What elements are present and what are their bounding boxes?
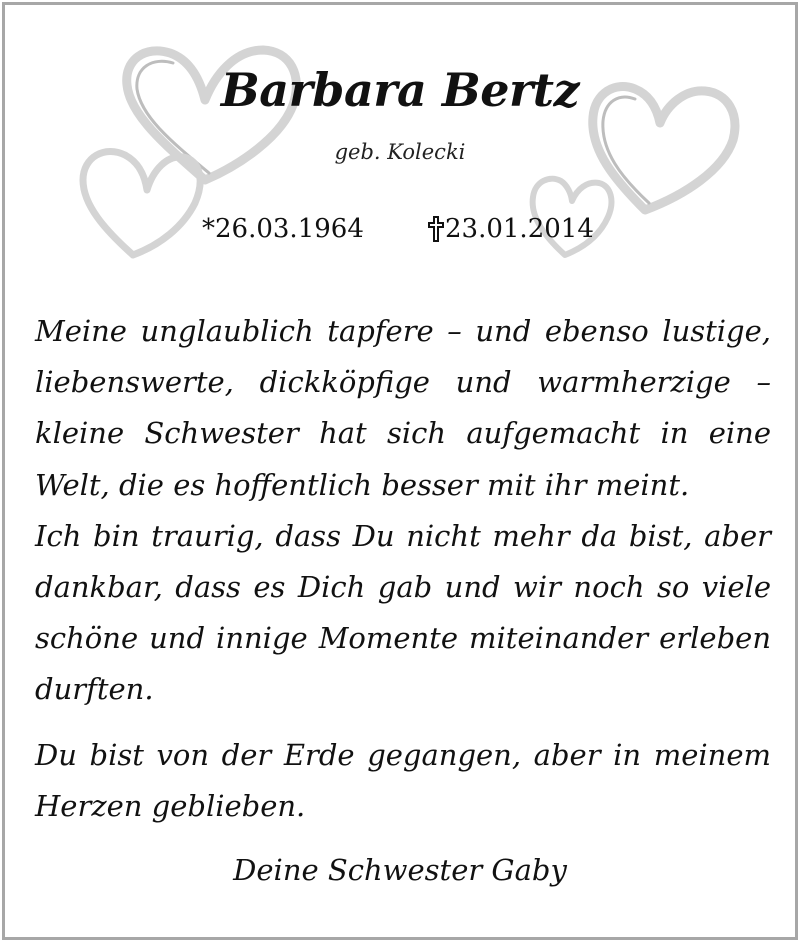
- birth-date: *26.03.1964: [202, 214, 364, 244]
- paragraph-2: Ich bin traurig, dass Du nicht mehr da bist, aber dankbar, dass es Dich gab und wir noch so viele schöne und innige Momente miteinander erleben durften.: [35, 518, 771, 707]
- maiden-name: geb. Kolecki: [334, 140, 466, 164]
- death-date: 23.01.2014: [445, 214, 594, 244]
- paragraph-3: Du bist von der Erde gegangen, aber in meinem Herzen geblieben.: [35, 737, 771, 823]
- signature: Deine Schwester Gaby: [233, 853, 567, 887]
- cross-icon: [427, 214, 445, 244]
- deceased-name: Barbara Bertz: [220, 63, 580, 117]
- obituary-text: [35, 306, 771, 832]
- life-dates: [5, 214, 795, 254]
- death-date-group: [427, 214, 594, 244]
- paragraph-1: Meine unglaublich tapfere – und ebenso lustige, liebenswerte, dickköpfige und warmherzige – kleine Schwester hat sich aufgemacht in eine Welt, die es hoffentlich besser mit ihr meint.: [35, 314, 771, 502]
- obituary-card: [2, 2, 798, 940]
